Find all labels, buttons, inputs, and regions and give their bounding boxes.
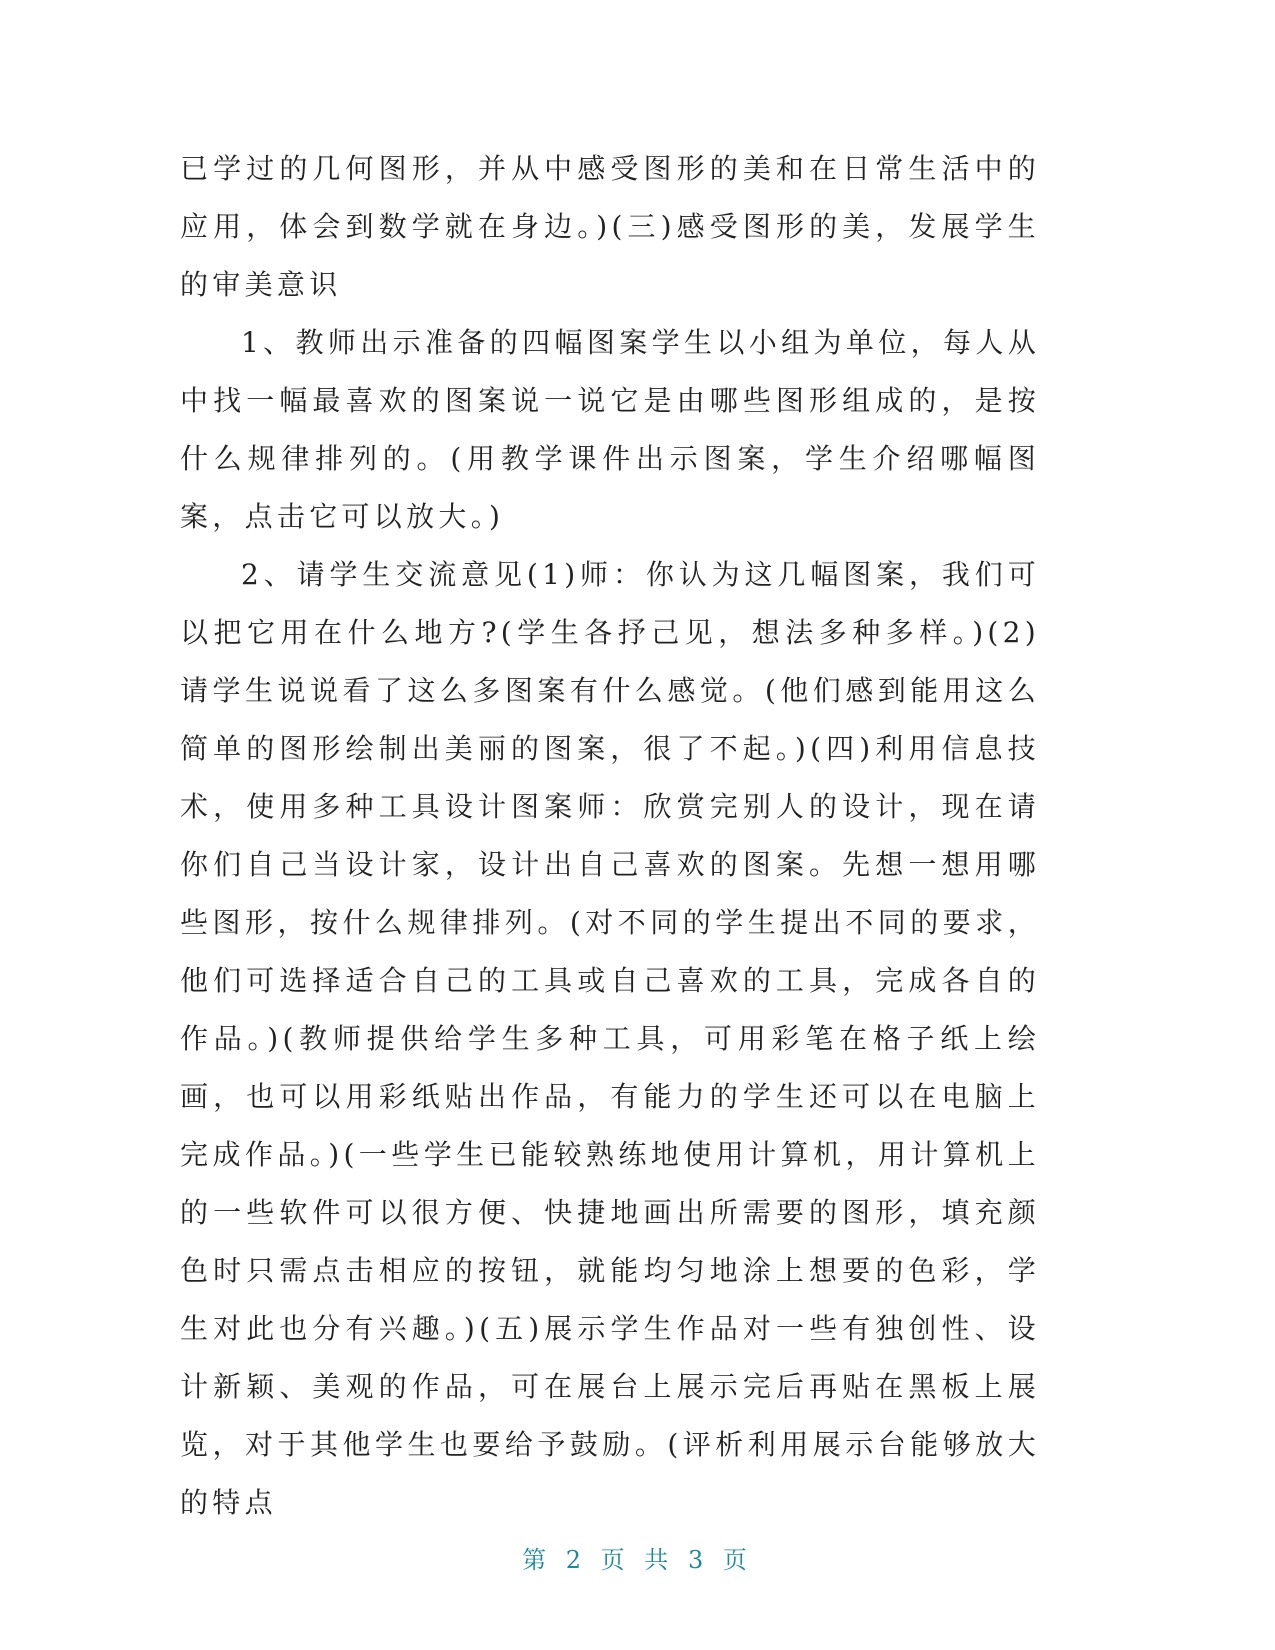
document-body — [180, 140, 1040, 1532]
paragraph-3: 2、请学生交流意见(1)师：你认为这几幅图案，我们可以把它用在什么地方?(学生各抒己见，想法多种多样。)(2)请学生说说看了这么多图案有什么感觉。(他们感到能用这么简单的图形绘制出美丽的图案，很了不起。)(四)利用信息技术，使用多种工具设计图案师：欣赏完别人的设计，现在请你们自己当设计家，设计出自己喜欢的图案。先想一想用哪些图形，按什么规律排列。(对不同的学生提出不同的要求，他们可选择适合自己的工具或自己喜欢的工具，完成各自的作品。)(教师提供给学生多种工具，可用彩笔在格子纸上绘画，也可以用彩纸贴出作品，有能力的学生还可以在电脑上完成作品。)(一些学生已能较熟练地使用计算机，用计算机上的一些软件可以很方便、快捷地画出所需要的图形，填充颜色时只需点击相应的按钮，就能均匀地涂上想要的色彩，学生对此也分有兴趣。)(五)展示学生作品对一些有独创性、设计新颖、美观的作品，可在展台上展示完后再贴在黑板上展览，对于其他学生也要给予鼓励。(评析利用展示台能够放大的特点 — [180, 558, 1040, 1519]
paragraph-2: 1、教师出示准备的四幅图案学生以小组为单位，每人从中找一幅最喜欢的图案说一说它是由哪些图形组成的，是按什么规律排列的。(用教学课件出示图案，学生介绍哪幅图案，点击它可以放大。) — [180, 326, 1040, 533]
page-number-label: 第 2 页 共 3 页 — [522, 1546, 753, 1574]
paragraph-1: 已学过的几何图形，并从中感受图形的美和在日常生活中的应用，体会到数学就在身边。)(三)感受图形的美，发展学生的审美意识 — [180, 152, 1040, 301]
page-footer — [0, 1540, 1275, 1575]
